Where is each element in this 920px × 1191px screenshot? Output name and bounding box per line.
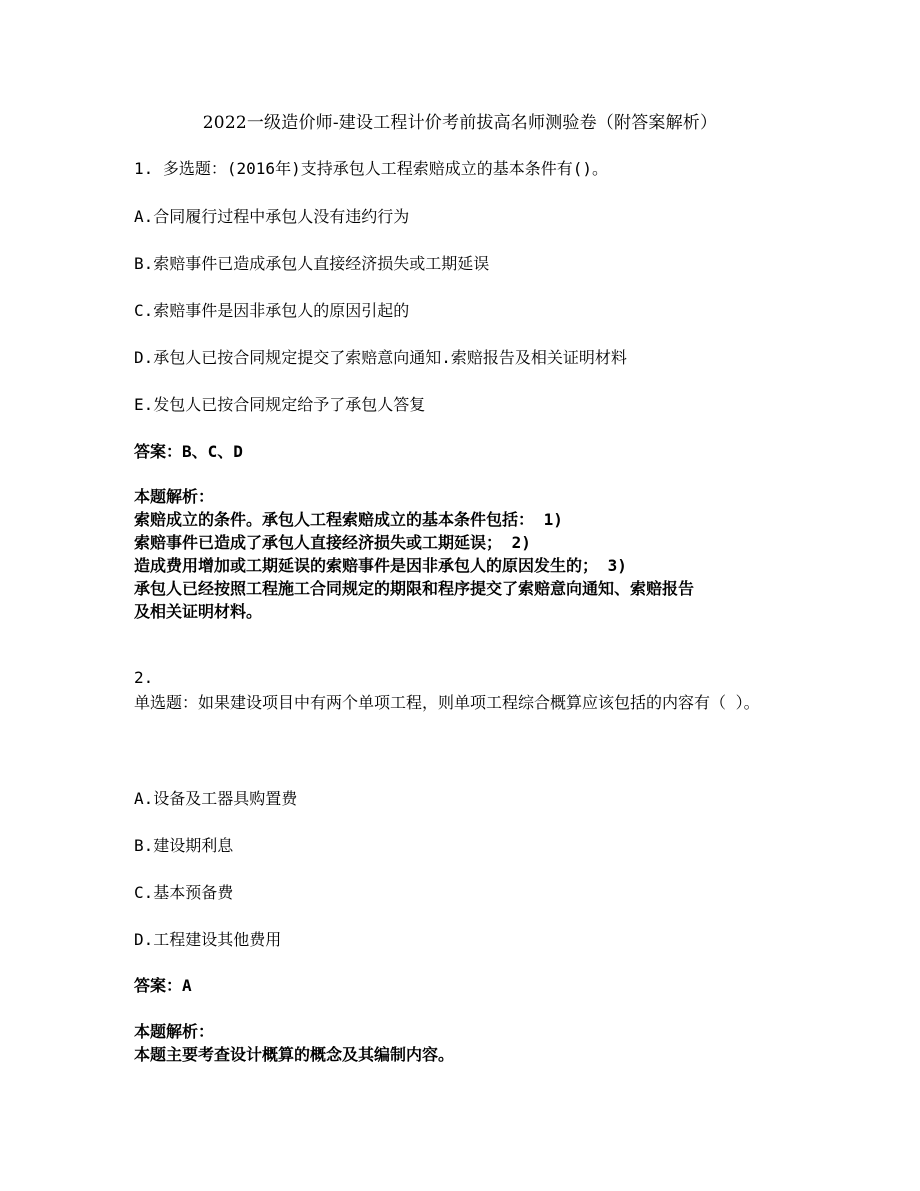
analysis-line: 造成费用增加或工期延误的索赔事件是因非承包人的原因发生的； 3)	[134, 556, 627, 575]
question-1-analysis	[134, 485, 794, 623]
question-2-option-c: C.基本预备费	[134, 883, 234, 902]
analysis-line: 承包人已经按照工程施工合同规定的期限和程序提交了索赔意向通知、索赔报告	[134, 579, 695, 598]
question-2-stem: 单选题：如果建设项目中有两个单项工程，则单项工程综合概算应该包括的内容有（ ）。	[134, 693, 760, 712]
question-1-stem: 1. 多选题：(2016年)支持承包人工程索赔成立的基本条件有()。	[134, 159, 608, 178]
analysis-line: 本题主要考查设计概算的概念及其编制内容。	[134, 1045, 455, 1064]
analysis-line: 索赔成立的条件。承包人工程索赔成立的基本条件包括： 1)	[134, 510, 563, 529]
question-1-option-d: D.承包人已按合同规定提交了索赔意向通知.索赔报告及相关证明材料	[134, 348, 627, 367]
question-2-number: 2.	[134, 668, 154, 687]
analysis-heading: 本题解析：	[134, 1022, 215, 1041]
question-2-option-b: B.建设期利息	[134, 836, 234, 855]
analysis-line: 索赔事件已造成了承包人直接经济损失或工期延误； 2)	[134, 533, 531, 552]
question-1-answer: 答案：B、C、D	[134, 442, 243, 461]
question-1-option-e: E.发包人已按合同规定给予了承包人答复	[134, 395, 426, 414]
question-2-option-d: D.工程建设其他费用	[134, 930, 282, 949]
analysis-line: 及相关证明材料。	[134, 602, 263, 621]
analysis-heading: 本题解析：	[134, 487, 215, 506]
question-2-answer: 答案：A	[134, 976, 192, 995]
document-title: 2022一级造价师-建设工程计价考前拔高名师测验卷（附答案解析）	[202, 113, 718, 133]
question-1-option-b: B.索赔事件已造成承包人直接经济损失或工期延误	[134, 254, 490, 273]
question-1-option-c: C.索赔事件是因非承包人的原因引起的	[134, 301, 410, 320]
question-2-option-a: A.设备及工器具购置费	[134, 789, 298, 808]
question-1-option-a: A.合同履行过程中承包人没有违约行为	[134, 207, 410, 226]
question-2-analysis	[134, 1020, 794, 1066]
